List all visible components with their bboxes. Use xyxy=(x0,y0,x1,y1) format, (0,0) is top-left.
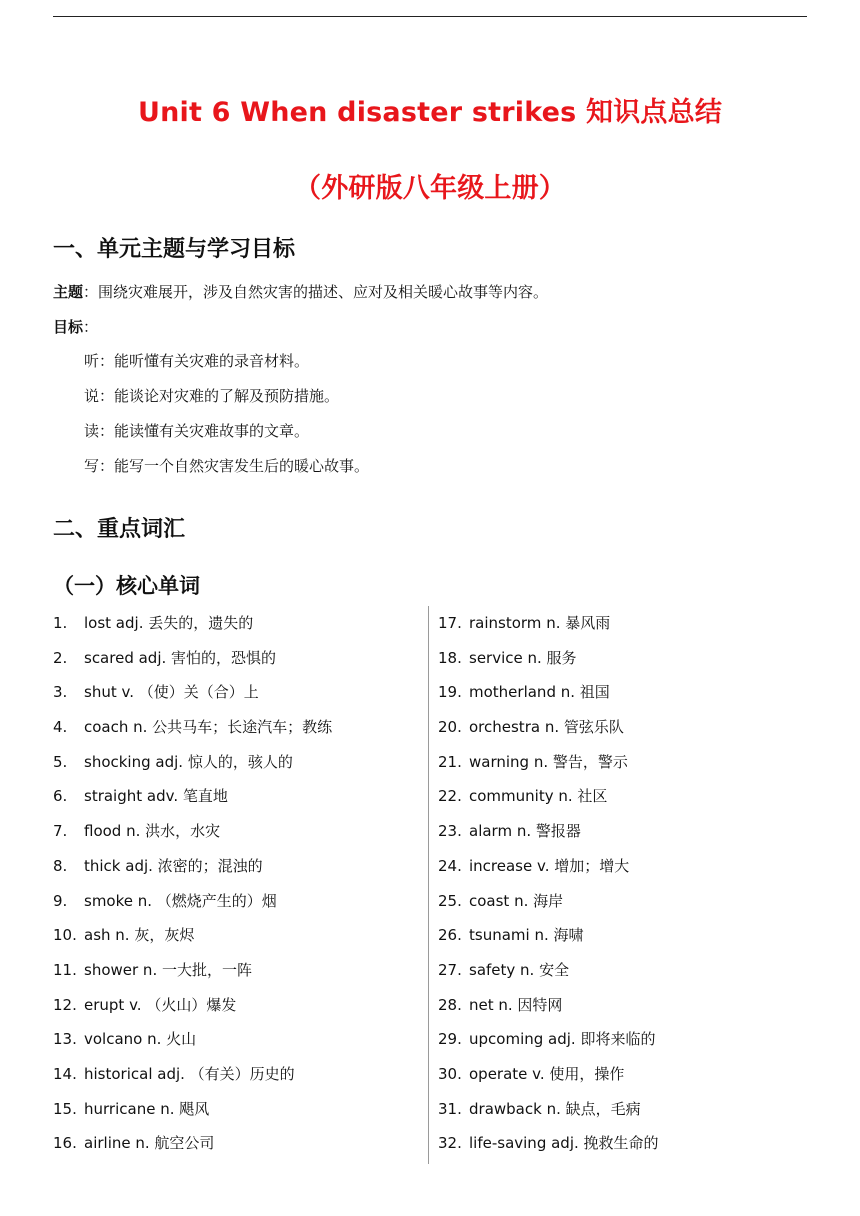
vocab-entry: coast n. 海岸 xyxy=(469,891,564,910)
vocab-number: 29. xyxy=(438,1030,462,1049)
goal-listening: 听：能听懂有关灾难的录音材料。 xyxy=(84,352,310,370)
vocab-number: 12. xyxy=(53,995,77,1014)
vocab-entry: shower n. 一大批，一阵 xyxy=(84,960,252,979)
vocab-item xyxy=(53,918,423,953)
vocab-number: 6. xyxy=(53,787,68,806)
vocab-number: 26. xyxy=(438,926,462,945)
goal-writing: 写：能写一个自然灾害发生后的暖心故事。 xyxy=(84,457,370,475)
vocab-item xyxy=(438,606,818,641)
theme-label: 主题 xyxy=(53,283,84,301)
goal-reading: 读：能读懂有关灾难故事的文章。 xyxy=(84,422,310,440)
vocab-number: 30. xyxy=(438,1064,462,1083)
vocab-entry: community n. 社区 xyxy=(469,787,608,806)
document-subtitle: （外研版八年级上册） xyxy=(294,173,566,204)
vocab-number: 32. xyxy=(438,1134,462,1153)
vocab-number: 11. xyxy=(53,960,77,979)
vocab-item xyxy=(53,675,423,710)
vocab-entry: coach n. 公共马车；长途汽车；教练 xyxy=(84,718,333,737)
vocab-entry: service n. 服务 xyxy=(469,648,577,667)
vocab-item xyxy=(438,918,818,953)
vocab-item xyxy=(53,1022,423,1057)
vocab-number: 25. xyxy=(438,891,462,910)
vocab-entry: volcano n. 火山 xyxy=(84,1030,197,1049)
vocab-item xyxy=(438,953,818,988)
vocab-item xyxy=(438,1057,818,1092)
vocab-number: 4. xyxy=(53,718,68,737)
vocab-entry: hurricane n. 飓风 xyxy=(84,1099,210,1118)
vocab-entry: drawback n. 缺点，毛病 xyxy=(469,1099,641,1118)
goal-line xyxy=(53,316,98,337)
vocab-entry: safety n. 安全 xyxy=(469,960,570,979)
goal-label: 目标 xyxy=(53,318,84,336)
section-heading-vocabulary: 二、重点词汇 xyxy=(53,517,186,542)
vocab-number: 27. xyxy=(438,960,462,979)
vocab-number: 2. xyxy=(53,648,68,667)
vocab-number: 16. xyxy=(53,1134,77,1153)
vocab-entry: upcoming adj. 即将来临的 xyxy=(469,1030,656,1049)
vocab-item xyxy=(53,1092,423,1127)
vocab-number: 21. xyxy=(438,752,462,771)
header-rule xyxy=(53,16,807,17)
vocab-item xyxy=(438,710,818,745)
vocab-item xyxy=(53,988,423,1023)
subsection-heading-core-words: （一）核心单词 xyxy=(53,574,200,598)
vocab-number: 17. xyxy=(438,614,462,632)
vocab-entry: orchestra n. 管弦乐队 xyxy=(469,718,624,737)
vocab-item xyxy=(53,1057,423,1092)
section-heading-goals: 一、单元主题与学习目标 xyxy=(53,237,296,262)
vocab-entry: straight adv. 笔直地 xyxy=(84,787,228,806)
vocab-entry: net n. 因特网 xyxy=(469,995,563,1014)
vocab-item xyxy=(438,1022,818,1057)
vocab-number: 14. xyxy=(53,1064,77,1083)
vocab-number: 18. xyxy=(438,648,462,667)
vocab-number: 13. xyxy=(53,1030,77,1049)
vocab-item xyxy=(438,814,818,849)
vocab-number: 5. xyxy=(53,752,68,771)
vocab-item xyxy=(53,779,423,814)
vocab-item xyxy=(53,745,423,780)
vocab-entry: erupt v. （火山）爆发 xyxy=(84,995,237,1014)
vocab-entry: increase v. 增加；增大 xyxy=(469,856,630,875)
vocab-column-right xyxy=(438,606,818,1161)
vocab-number: 22. xyxy=(438,787,462,806)
vocab-entry: life-saving adj. 挽救生命的 xyxy=(469,1134,659,1153)
vocab-item xyxy=(438,988,818,1023)
vocab-item xyxy=(438,1092,818,1127)
vocab-entry: flood n. 洪水，水灾 xyxy=(84,822,221,841)
vocab-number: 10. xyxy=(53,926,77,945)
vocab-item xyxy=(438,1126,818,1161)
vocab-entry: operate v. 使用，操作 xyxy=(469,1064,625,1083)
vocab-entry: lost adj. 丢失的，遗失的 xyxy=(84,614,254,632)
vocab-entry: alarm n. 警报器 xyxy=(469,822,581,841)
vocab-entry: rainstorm n. 暴风雨 xyxy=(469,614,611,632)
goal-speaking: 说：能谈论对灾难的了解及预防措施。 xyxy=(84,387,340,405)
vocab-entry: historical adj. （有关）历史的 xyxy=(84,1064,295,1083)
vocab-item xyxy=(438,641,818,676)
vocab-item xyxy=(53,641,423,676)
vocab-entry: motherland n. 祖国 xyxy=(469,683,610,702)
vocab-item xyxy=(53,953,423,988)
vocab-item xyxy=(438,675,818,710)
vocab-number: 31. xyxy=(438,1099,462,1118)
vocab-number: 19. xyxy=(438,683,462,702)
vocab-item xyxy=(438,849,818,884)
vocab-item xyxy=(53,1126,423,1161)
vocab-entry: warning n. 警告，警示 xyxy=(469,752,628,771)
theme-line xyxy=(53,281,548,302)
vocab-item xyxy=(438,745,818,780)
vocab-item xyxy=(53,606,423,641)
vocab-entry: scared adj. 害怕的，恐惧的 xyxy=(84,648,277,667)
vocab-number: 28. xyxy=(438,995,462,1014)
vocab-number: 8. xyxy=(53,856,68,875)
vocab-entry: thick adj. 浓密的；混浊的 xyxy=(84,856,263,875)
vocab-entry: smoke n. （燃烧产生的）烟 xyxy=(84,891,277,910)
vocab-item xyxy=(53,884,423,919)
vocab-entry: shocking adj. 惊人的，骇人的 xyxy=(84,752,293,771)
vocab-column-left xyxy=(53,606,423,1161)
vocab-number: 24. xyxy=(438,856,462,875)
vocab-item xyxy=(438,779,818,814)
goal-colon: ： xyxy=(83,318,99,336)
vocab-item xyxy=(53,849,423,884)
column-divider xyxy=(428,606,429,1164)
vocab-number: 1. xyxy=(53,614,68,632)
theme-text: ：围绕灾难展开，涉及自然灾害的描述、应对及相关暖心故事等内容。 xyxy=(83,283,549,301)
vocab-item xyxy=(438,884,818,919)
vocab-number: 7. xyxy=(53,822,68,841)
vocab-entry: airline n. 航空公司 xyxy=(84,1134,215,1153)
vocab-item xyxy=(53,710,423,745)
vocab-entry: tsunami n. 海啸 xyxy=(469,926,584,945)
vocab-number: 15. xyxy=(53,1099,77,1118)
vocab-number: 23. xyxy=(438,822,462,841)
vocab-number: 3. xyxy=(53,683,68,702)
vocab-entry: shut v. （使）关（合）上 xyxy=(84,683,259,702)
document-title: Unit 6 When disaster strikes 知识点总结 xyxy=(137,97,723,128)
vocab-item xyxy=(53,814,423,849)
vocab-number: 20. xyxy=(438,718,462,737)
vocab-number: 9. xyxy=(53,891,68,910)
vocab-entry: ash n. 灰，灰烬 xyxy=(84,926,195,945)
